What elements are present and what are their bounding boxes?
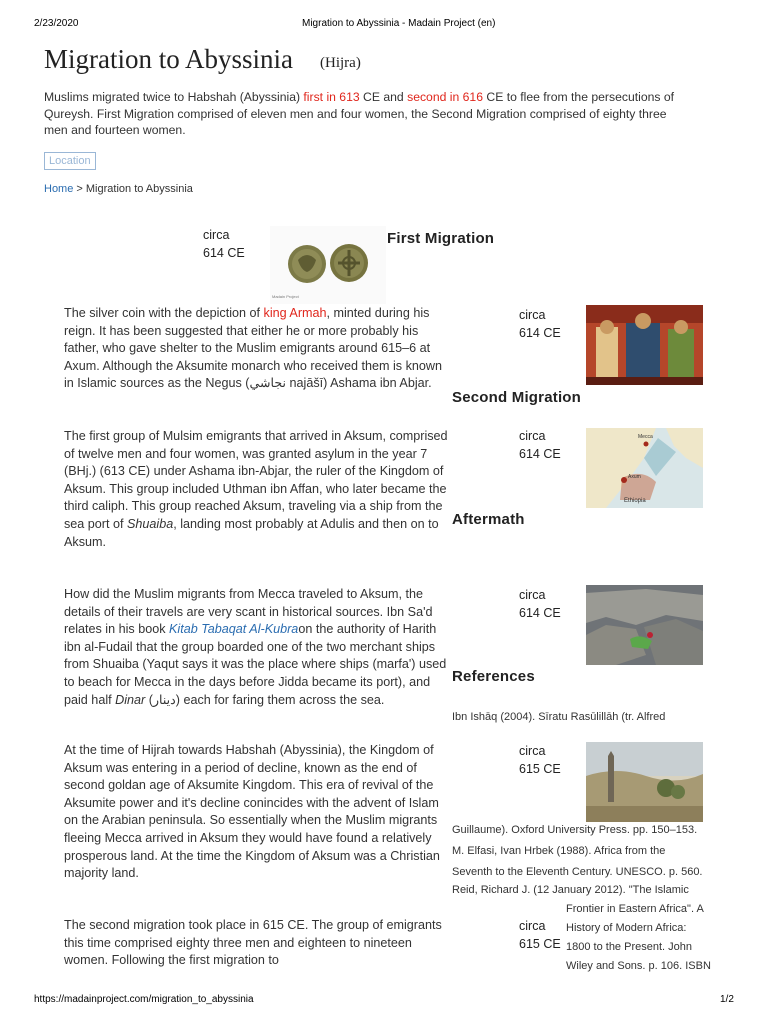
breadcrumb-home-link[interactable]: Home: [44, 183, 74, 195]
caption-date: 614 CE: [519, 447, 561, 461]
para-text: The first group of Mulsim emigrants that arrived in Aksum, comprised of twelve men and four women, was granted asylum in the year 7 (BHj.) (613 CE) under Ashama ibn-Abjar, the ruler of the Kingdom of Aksum. This group included Uthman ibn Affan, who later became the third caliph. This group reached Aksum, traveling via a ship from the sea port of: [64, 429, 448, 531]
caption-circa: circa: [519, 429, 546, 443]
landscape-photo: [586, 742, 703, 822]
coin-image[interactable]: [270, 226, 386, 304]
para-text: The silver coin with the depiction of: [64, 306, 264, 320]
reference-line: Seventh to the Eleventh Century. UNESCO. p. 560.: [452, 866, 703, 878]
map1-caption: [519, 427, 561, 463]
print-url: https://madainproject.com/migration_to_abyssinia: [34, 994, 254, 1005]
map-empires-image[interactable]: [586, 585, 703, 665]
reference-line: Ibn Ishāq (2004). Sīratu Rasūlillāh (tr. Alfred: [452, 711, 666, 723]
reference-line: 1800 to the Present. John: [566, 941, 692, 953]
dinar-text: Dinar: [115, 692, 146, 707]
caption-circa: circa: [519, 919, 546, 933]
heading-first-migration: First Migration: [387, 230, 495, 247]
negus-painting-image[interactable]: [586, 305, 703, 385]
paragraph-coin: [64, 305, 452, 393]
print-title: Migration to Abyssinia - Madain Project (en): [302, 18, 496, 29]
shuaiba-text: Shuaiba: [127, 516, 174, 531]
para-text: , minted during his reign. It has been suggested that either he or more probably his father, who gave shelter to the Muslim emigrants around 615–6 at Axum. Although the Aksumite monarch who received them is known in Islamic sources as the Negus (نجاشي najāšī) Ashama ibn Abjar.: [64, 306, 443, 391]
heading-second-migration: Second Migration: [452, 389, 582, 406]
map-label-mecca: Mecca: [638, 434, 653, 440]
breadcrumb-separator: >: [73, 183, 86, 195]
aksum-caption: [519, 742, 561, 778]
intro-text-2: CE and: [359, 90, 408, 104]
reference-line: Frontier in Eastern Africa". A: [566, 903, 704, 915]
coin-caption: [203, 226, 245, 262]
first-migration-link[interactable]: first in 613: [303, 90, 360, 104]
coin-photo: [270, 226, 386, 304]
caption-date: 614 CE: [519, 326, 561, 340]
map-photo: [586, 428, 703, 508]
breadcrumb: [44, 183, 193, 195]
kitab-tabaqat-link[interactable]: Kitab Tabaqat Al-Kubra: [169, 622, 299, 637]
second-migration-link[interactable]: second in 616: [407, 90, 483, 104]
reference-line: Guillaume). Oxford University Press. pp. 150–153.: [452, 824, 698, 836]
paragraph-second-migration: The second migration took place in 615 CE. The group of emigrants this time comprised eighty three men and eighteen to nineteen women. Following the first migration to: [64, 918, 442, 968]
intro-text-3: CE to flee from the persecutions of Qureysh. First Migration comprised of eleven men and four women, the Second Migration comprised of eighty three men and fourteen women.: [44, 90, 675, 137]
para-text: (دينار) each for faring them across the sea.: [145, 692, 385, 707]
print-date: 2/23/2020: [34, 18, 79, 29]
reference-line: Reid, Richard J. (12 January 2012). "The Islamic: [452, 884, 689, 896]
map-label-axum: Axum: [628, 474, 641, 480]
intro-text-1: Muslims migrated twice to Habshah (Abyssinia): [44, 90, 304, 104]
caption-date: 615 CE: [519, 762, 561, 776]
caption-circa: circa: [519, 308, 546, 322]
caption-date: 615 CE: [519, 937, 561, 951]
intro-paragraph: [44, 89, 684, 139]
para-text: , landing most probably at Adulis and then on to Aksum.: [64, 516, 439, 549]
caption-circa: circa: [519, 588, 546, 602]
map-label-ethiopia: Ethiopia: [624, 498, 646, 504]
heading-aftermath: Aftermath: [452, 511, 525, 528]
reference-line: M. Elfasi, Ivan Hrbek (1988). Africa from the: [452, 845, 666, 857]
reference-line: Wiley and Sons. p. 106. ISBN: [566, 960, 711, 972]
para-text: on the authority of Harith ibn al-Fudail that the group boarded one of the two merchant ships from Shuaiba (Yaqut says it was the place where ships (marfa') used to beach for Mecca in the days before Jidda became its port), and paid half: [64, 622, 447, 707]
para-text: How did the Muslim migrants from Mecca traveled to Aksum, the details of their travels are very scant in historical sources. Ibn Sa'd relates in his book: [64, 587, 433, 637]
page-title: Migration to Abyssinia: [44, 44, 293, 74]
aksum-landscape-image[interactable]: [586, 742, 703, 822]
map-photo: [586, 585, 703, 665]
final-caption: [519, 917, 561, 953]
paragraph-aksum-decline: At the time of Hijrah towards Habshah (Abyssinia), the Kingdom of Aksum was entering in a period of decline, known as the end of second goldan age of Aksumite Kingdom. This era of revival of the Aksumite power and it's decline conincides with the advent of Islam on the Arabian peninsula. So essentially when the Muslim migrants fleeing Mecca arrived in Aksum they would have found a relatively prosperous land. At the time the Kingdom of Aksum was a Christian majority land.: [64, 743, 440, 881]
painting-caption: [519, 306, 561, 342]
paragraph-first-group: [64, 428, 452, 551]
paragraph-travels: [64, 586, 452, 709]
caption-date: 614 CE: [203, 246, 245, 260]
print-page-number: 1/2: [720, 994, 734, 1005]
coin-image-label: Madain Project: [272, 294, 299, 299]
caption-circa: circa: [519, 744, 546, 758]
reference-line: History of Modern Africa:: [566, 922, 687, 934]
breadcrumb-current: Migration to Abyssinia: [85, 183, 193, 195]
painting-photo: [586, 305, 703, 385]
map2-caption: [519, 586, 561, 622]
location-button[interactable]: Location: [44, 152, 96, 170]
caption-date: 614 CE: [519, 606, 561, 620]
map-red-sea-image[interactable]: [586, 428, 703, 508]
caption-circa: circa: [203, 228, 230, 242]
page-subtitle: (Hijra): [320, 55, 361, 71]
king-armah-link[interactable]: king Armah: [263, 306, 327, 320]
heading-references: References: [452, 668, 535, 685]
